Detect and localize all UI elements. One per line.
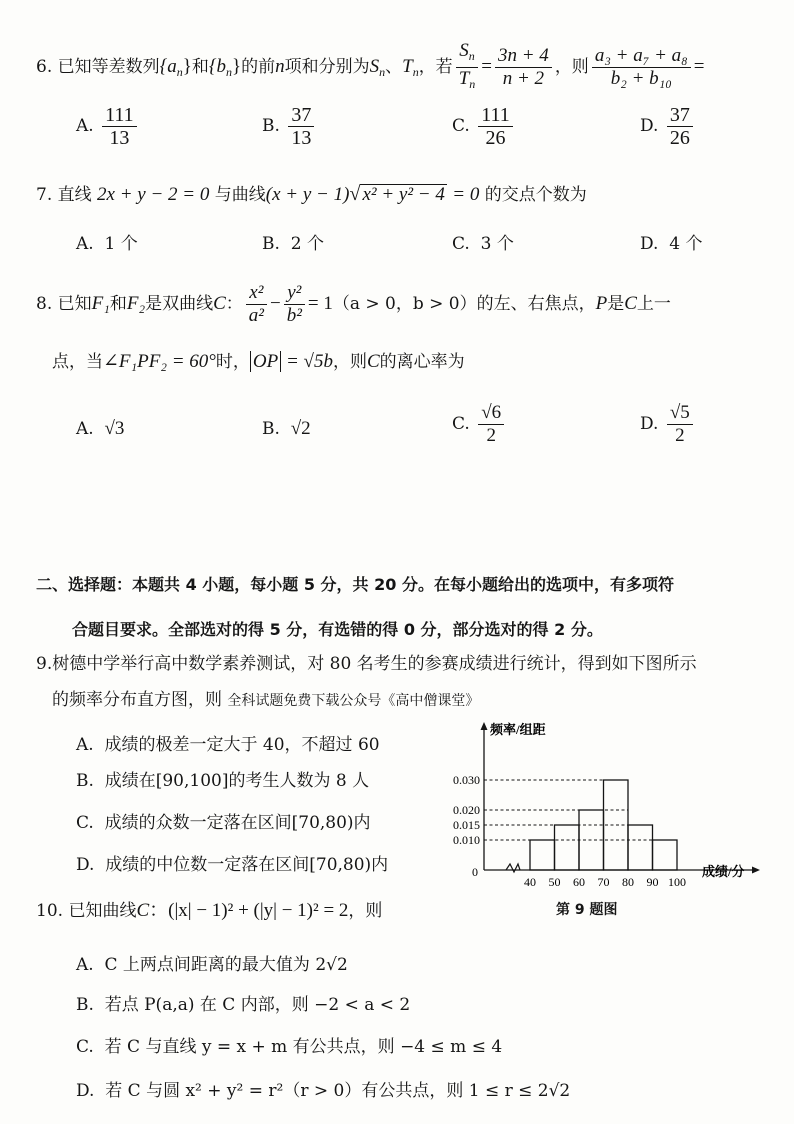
math-sqrt: √ x² + y² − 4 (349, 183, 445, 205)
question-text: 、 (385, 57, 403, 77)
question-text: ，则 (348, 901, 383, 921)
option-label: B. (262, 116, 280, 136)
q9-option-a[interactable] (76, 730, 380, 755)
histogram-bar (653, 840, 678, 870)
question-text: 和 (191, 57, 209, 77)
ratio-fraction: $\frac{S_n}{T_n}$ (456, 40, 479, 95)
math-equals: = 0 (452, 184, 480, 205)
option-label: B. (76, 771, 94, 791)
option-text: 成绩的极差一定大于 40，不超过 60 (104, 735, 380, 755)
question-text: ，则 (332, 352, 367, 372)
watermark-text: 全科试题免费下载公众号《高中僧课堂》 (227, 693, 480, 709)
option-label: D. (640, 234, 659, 254)
question-text: 上一 (636, 294, 671, 314)
question-text: 已知 (57, 294, 92, 314)
option-fraction: $\frac{√6}{2}$ (478, 402, 504, 447)
x-tick-label: 70 (597, 875, 610, 889)
option-label: A. (76, 419, 94, 439)
option-text: C 上两点间距离的最大值为 2√2 (104, 955, 348, 975)
option-text: 若 C 与直线 y = x + m 有公共点，则 −4 ≤ m ≤ 4 (104, 1037, 503, 1057)
math-curve-factor: (x + y − 1) (265, 184, 350, 205)
hyperbola-x-term: $\frac{\text{x²}}{\text{a²}}$ (246, 282, 267, 327)
math-S: $S_n$ (369, 56, 386, 79)
math-line-equation: 2x + y − 2 = 0 (97, 184, 210, 205)
question-6: 6. 已知等差数列$\{a_n\}$和$\{b_n\}$的前n项和分别为$S_n$、$T_n$，若 $\frac{S_n}{T_n}$ = $\frac{3n + 4}{n + 2}$ ，则 $\frac{\text{a₃ + a₇ + a₈}}{\text{b₂ + b₁₀}}$ = (36, 40, 705, 95)
option-text: 1 个 (104, 234, 138, 254)
option-label: B. (76, 995, 94, 1015)
section-2-header-line2: 合题目要求。全部选对的得 5 分，有选错的得 0 分，部分选对的得 2 分。 (72, 620, 603, 639)
y-tick-label: 0.030 (453, 773, 480, 787)
q10-option-c[interactable] (76, 1032, 502, 1057)
question-text: 时， (215, 352, 250, 372)
math-C: C (136, 900, 150, 921)
question-text: 已知等差数列 (57, 57, 160, 77)
math-curve-equation: ：(|x| − 1)² + (|y| − 1)² = 2 (149, 900, 349, 921)
y-axis-arrow (481, 722, 488, 730)
sequence-b: $\{b_n\}$ (208, 56, 242, 79)
q9-option-d[interactable] (76, 850, 388, 875)
question-number: 6. (36, 57, 53, 77)
question-text: 项和分别为 (284, 57, 370, 77)
x-tick-label: 50 (548, 875, 561, 889)
q8-option-a[interactable] (76, 418, 124, 440)
math-F2: F₂ (126, 293, 146, 314)
option-text: 成绩在[90,100]的考生人数为 8 人 (104, 771, 370, 791)
section-2-header: 二、选择题：本题共 4 小题，每小题 5 分，共 20 分。在每小题给出的选项中，有多项符 (36, 575, 674, 594)
question-number: 9. (36, 654, 53, 674)
q6-option-b[interactable] (262, 104, 317, 149)
q7-option-d[interactable] (640, 229, 702, 254)
question-text: 树德中学举行高中数学素养测试，对 80 名考生的参赛成绩进行统计，得到如下图所示 (52, 654, 697, 674)
option-label: D. (640, 414, 659, 434)
condition: （a > 0，b > 0） (332, 294, 477, 314)
x-axis-arrow (752, 867, 760, 874)
q9-option-b[interactable] (76, 766, 369, 791)
option-fraction: $\frac{√5}{2}$ (667, 402, 693, 447)
option-label: D. (76, 855, 95, 875)
question-text: 的交点个数为 (484, 185, 587, 205)
question-text: 的离心率为 (379, 352, 465, 372)
question-text: 和 (109, 294, 127, 314)
x-tick-label: 100 (668, 875, 686, 889)
x-tick-label: 60 (573, 875, 585, 889)
hyperbola-y-term: $\frac{\text{y²}}{\text{b²}}$ (284, 282, 305, 327)
histogram-bar (628, 825, 653, 870)
option-text: 成绩的中位数一定落在区间[70,80)内 (105, 855, 389, 875)
origin-label: 0 (472, 865, 478, 879)
x-tick-label: 40 (524, 875, 536, 889)
math-C: C (624, 293, 637, 314)
sequence-a: $\{a_n\}$ (159, 56, 192, 79)
math-op: OP = √5b (250, 351, 333, 372)
question-10 (36, 899, 382, 923)
x-tick-label: 80 (622, 875, 634, 889)
question-number: 10. (36, 901, 64, 921)
option-text: 若 C 与圆 x² + y² = r²（r > 0）有公共点，则 1 ≤ r ≤ 2√2 (105, 1081, 571, 1101)
question-text: 的前 (241, 57, 276, 77)
math-var: n (275, 56, 285, 77)
option-fraction: $\frac{37}{13}$ (288, 104, 314, 149)
option-label: C. (452, 414, 470, 434)
y-axis-label: 频率/组距 (490, 722, 546, 737)
option-label: D. (640, 116, 659, 136)
option-label: A. (76, 234, 94, 254)
question-text: 与曲线 (214, 185, 266, 205)
question-text: ，若 (418, 57, 453, 77)
y-tick-label: 0.015 (453, 818, 480, 832)
option-text: √3 (104, 418, 125, 439)
option-text: 3 个 (480, 234, 514, 254)
option-text: 2 个 (290, 234, 324, 254)
math-P: P (595, 293, 608, 314)
question-text: ，则 (554, 57, 589, 77)
math-minus: − (269, 293, 281, 314)
q8-option-b[interactable] (262, 418, 311, 440)
option-text: 成绩的众数一定落在区间[70,80)内 (104, 813, 371, 833)
option-label: B. (262, 419, 280, 439)
math-angle: ∠F₁PF₂ = 60° (103, 351, 216, 372)
q6-option-a[interactable] (76, 104, 140, 149)
math-C: C (213, 293, 226, 314)
option-label: B. (262, 234, 280, 254)
q10-option-d[interactable] (76, 1076, 570, 1101)
option-label: C. (452, 234, 470, 254)
question-9-line2 (52, 688, 479, 713)
option-label: A. (76, 735, 94, 755)
histogram-bar (530, 840, 555, 870)
q8-option-d[interactable] (640, 402, 696, 447)
option-text: 若点 P(a,a) 在 C 内部，则 −2 < a < 2 (104, 995, 411, 1015)
histogram-bar (555, 825, 580, 870)
y-tick-label: 0.020 (453, 803, 480, 817)
frequency-histogram (440, 718, 770, 898)
q6-option-c[interactable] (452, 104, 516, 149)
q10-option-b[interactable] (76, 990, 410, 1015)
chart-caption: 第 9 题图 (556, 902, 618, 918)
q6-option-d[interactable] (640, 104, 696, 149)
question-7 (36, 182, 587, 207)
q7-option-b[interactable] (262, 229, 324, 254)
option-text: 4 个 (669, 234, 703, 254)
q7-option-c[interactable] (452, 229, 514, 254)
option-text: √2 (290, 418, 311, 439)
option-label: A. (76, 116, 94, 136)
x-tick-label: 90 (646, 875, 659, 889)
question-number: 7. (36, 185, 53, 205)
option-label: C. (452, 116, 470, 136)
math-C: C (366, 351, 380, 372)
math-F1: F₁ (91, 293, 110, 314)
axis-break (506, 864, 520, 872)
question-text: 点，当 (52, 352, 103, 372)
question-text: ： (225, 294, 243, 314)
question-text: 是双曲线 (145, 294, 214, 314)
question-8 (36, 282, 671, 327)
option-label: C. (76, 813, 94, 833)
q7-option-a[interactable] (76, 229, 138, 254)
q8-option-c[interactable] (452, 402, 507, 447)
math-equals: = 1 (307, 293, 333, 314)
option-fraction: $\frac{37}{26}$ (667, 104, 693, 149)
question-text: 直线 (57, 185, 92, 205)
question-number: 8. (36, 294, 53, 314)
question-text: 是 (607, 294, 625, 314)
question-text: 的左、右焦点， (476, 294, 596, 314)
expression-fraction: $\frac{\text{a₃ + a₇ + a₈}}{\text{b₂ + b₁₀}}$ (592, 45, 691, 90)
y-tick-label: 0.010 (453, 833, 480, 847)
question-text: 的频率分布直方图，则 (52, 690, 222, 710)
option-fraction: $\frac{111}{26}$ (478, 104, 513, 149)
ratio-value-fraction: $\frac{3n + 4}{n + 2}$ (495, 45, 552, 90)
question-8-line2 (52, 350, 465, 374)
option-label: A. (76, 955, 94, 975)
q10-option-a[interactable] (76, 950, 348, 975)
q9-option-c[interactable] (76, 808, 371, 833)
math-T: $T_n$ (402, 56, 419, 79)
option-fraction: $\frac{111}{13}$ (102, 104, 137, 149)
question-9 (36, 652, 697, 676)
option-label: C. (76, 1037, 94, 1057)
x-axis-label: 成绩/分 (702, 864, 745, 879)
question-text: 已知曲线 (68, 901, 137, 921)
option-label: D. (76, 1081, 95, 1101)
